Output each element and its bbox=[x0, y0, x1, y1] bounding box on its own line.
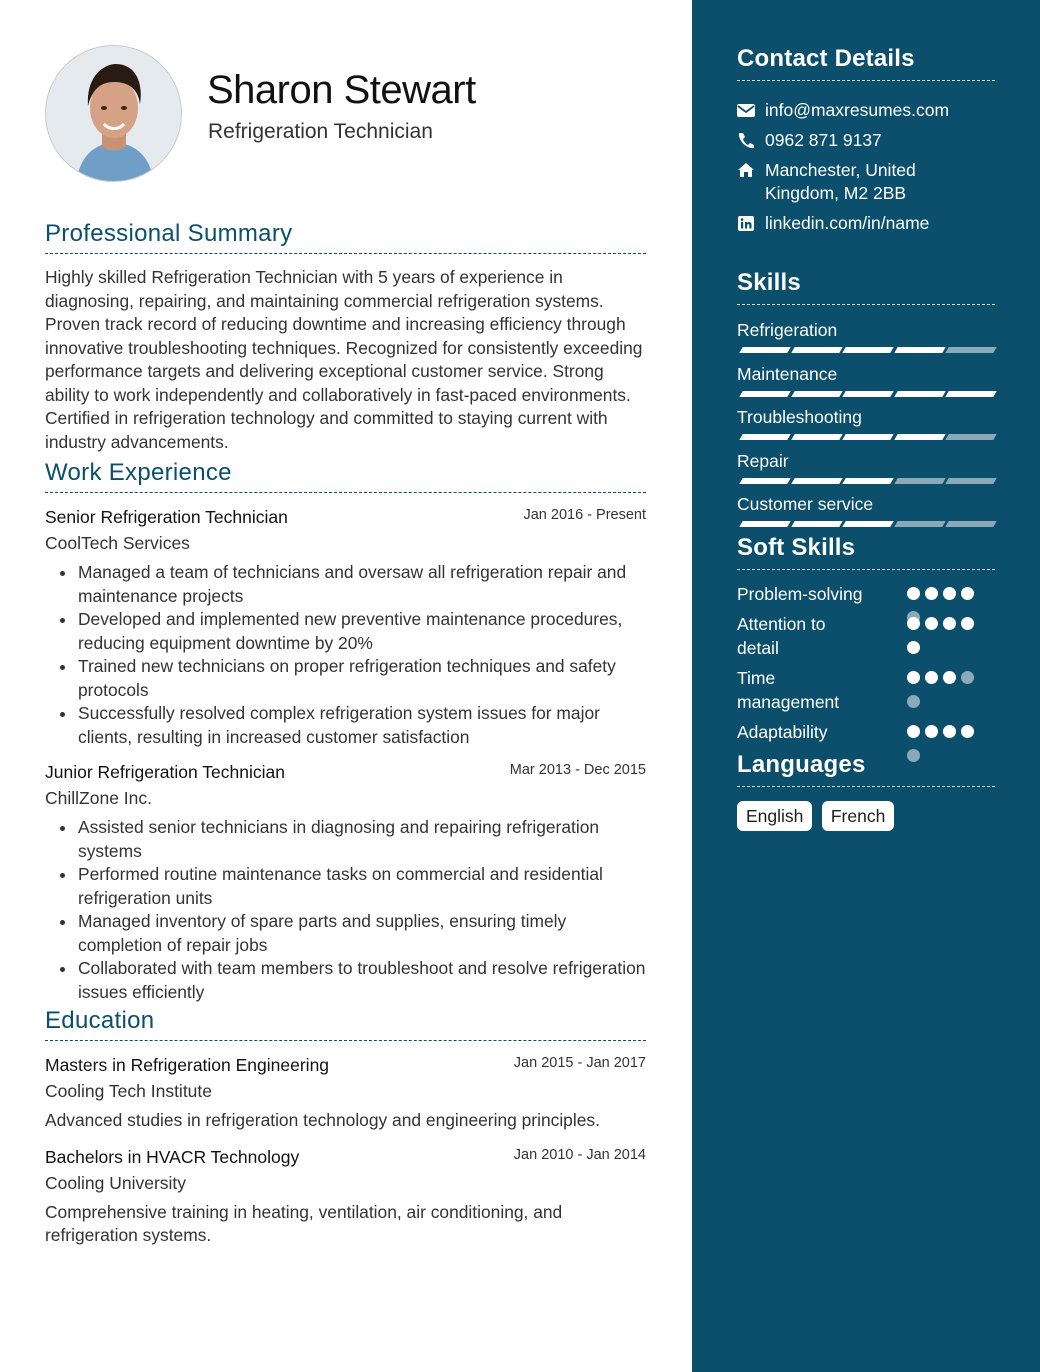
skill-level-segment bbox=[894, 521, 945, 527]
skill-level-segment bbox=[842, 434, 893, 440]
skill-level-segment bbox=[739, 434, 790, 440]
list-item: Developed and implemented new preventive maintenance procedures, reducing equipment downtime by 20% bbox=[45, 608, 646, 655]
rating-dot bbox=[907, 671, 920, 684]
skill-level-segment bbox=[945, 391, 996, 397]
skill-level-segment bbox=[894, 391, 945, 397]
skill-level-segment bbox=[842, 347, 893, 353]
contact-phone-text: 0962 871 9137 bbox=[765, 130, 882, 150]
rating-dot bbox=[925, 587, 938, 600]
rating-dot bbox=[961, 617, 974, 630]
rating-dot bbox=[943, 671, 956, 684]
job-dates: Jan 2016 - Present bbox=[523, 507, 646, 523]
job-bullets bbox=[45, 561, 646, 749]
skill-item bbox=[737, 406, 995, 450]
section-divider bbox=[45, 492, 646, 493]
rating-dot bbox=[925, 725, 938, 738]
education-dates: Jan 2015 - Jan 2017 bbox=[513, 1055, 646, 1071]
contact-email-text: info@maxresumes.com bbox=[765, 100, 950, 120]
avatar bbox=[45, 45, 182, 182]
soft-skill-item bbox=[737, 613, 995, 667]
section-divider bbox=[737, 80, 995, 81]
experience-section bbox=[45, 459, 646, 1004]
education-description: Advanced studies in refrigeration technology and engineering principles. bbox=[45, 1110, 600, 1130]
soft-skills-list bbox=[737, 583, 995, 751]
soft-skill-name: Attention to detail bbox=[737, 614, 826, 658]
skill-level-bar bbox=[737, 391, 995, 397]
linkedin-icon bbox=[737, 215, 755, 232]
section-divider bbox=[737, 304, 995, 305]
skills-list bbox=[737, 319, 995, 537]
rating-dot bbox=[961, 671, 974, 684]
education-heading: Education bbox=[45, 1007, 155, 1034]
section-divider bbox=[737, 786, 995, 787]
contact-address-line1: Manchester, United bbox=[765, 160, 916, 180]
rating-dot bbox=[961, 725, 974, 738]
rating-dot bbox=[907, 641, 920, 654]
skill-name: Customer service bbox=[737, 494, 874, 514]
education-description: Comprehensive training in heating, ventilation, air conditioning, and refrigeration systems. bbox=[45, 1201, 563, 1245]
sidebar bbox=[692, 0, 1040, 1372]
skill-level-segment bbox=[739, 391, 790, 397]
skills-heading: Skills bbox=[737, 269, 801, 296]
skill-name: Troubleshooting bbox=[737, 407, 862, 427]
rating-dot bbox=[907, 587, 920, 600]
summary-text: Highly skilled Refrigeration Technician with 5 years of experience in diagnosing, repairing, and maintaining commercial refrigeration systems. Proven track record of reducing downtime and increasing efficiency through innovative troubleshooting techniques. Recognized for consistently exceeding performance targets and delivering exceptional customer service. Strong ability to work independently and collaboratively in fast-paced environments. Certified in refrigeration technology and committed to staying current with industry advancements. bbox=[45, 267, 643, 452]
home-icon bbox=[737, 162, 755, 179]
education-entry bbox=[45, 1147, 646, 1248]
languages-section bbox=[737, 751, 995, 831]
soft-skill-name: Problem-solving bbox=[737, 584, 863, 604]
skill-level-segment bbox=[739, 478, 790, 484]
education-school: Cooling University bbox=[45, 1172, 187, 1193]
skills-section bbox=[737, 269, 995, 537]
contact-heading: Contact Details bbox=[737, 45, 915, 72]
language-tag: French bbox=[822, 801, 894, 831]
soft-skills-section bbox=[737, 534, 995, 751]
rating-dot bbox=[943, 617, 956, 630]
languages-list bbox=[737, 801, 995, 831]
soft-skills-heading: Soft Skills bbox=[737, 534, 856, 561]
rating-dot bbox=[943, 587, 956, 600]
job-entry bbox=[45, 762, 646, 1004]
skill-level-segment bbox=[791, 521, 842, 527]
contact-address bbox=[737, 159, 995, 205]
job-role: Senior Refrigeration Technician bbox=[45, 507, 288, 527]
phone-icon bbox=[737, 132, 755, 149]
education-degree: Bachelors in HVACR Technology bbox=[45, 1146, 300, 1167]
skill-level-segment bbox=[945, 347, 996, 353]
languages-heading: Languages bbox=[737, 751, 866, 778]
education-entry bbox=[45, 1055, 646, 1133]
skill-level-segment bbox=[739, 347, 790, 353]
rating-dot bbox=[907, 617, 920, 630]
skill-level-segment bbox=[739, 521, 790, 527]
summary-heading: Professional Summary bbox=[45, 220, 293, 247]
soft-skill-name: Adaptability bbox=[737, 722, 828, 742]
experience-heading: Work Experience bbox=[45, 459, 232, 486]
list-item: Assisted senior technicians in diagnosing and repairing refrigeration systems bbox=[45, 816, 646, 863]
soft-skill-item bbox=[737, 667, 995, 721]
education-degree: Masters in Refrigeration Engineering bbox=[45, 1055, 330, 1075]
skill-item bbox=[737, 319, 995, 363]
skill-item bbox=[737, 363, 995, 407]
skill-level-bar bbox=[737, 521, 995, 527]
contact-phone[interactable] bbox=[737, 129, 995, 152]
job-bullets bbox=[45, 816, 646, 1004]
list-item: Trained new technicians on proper refrigeration techniques and safety protocols bbox=[45, 655, 646, 702]
skill-level-segment bbox=[842, 478, 893, 484]
avatar-photo-icon bbox=[46, 46, 182, 182]
education-section bbox=[45, 1007, 646, 1248]
skill-item bbox=[737, 493, 995, 537]
skill-level-segment bbox=[945, 478, 996, 484]
job-dates: Mar 2013 - Dec 2015 bbox=[509, 762, 646, 778]
contact-address-line2: Kingdom, M2 2BB bbox=[765, 183, 907, 203]
skill-level-bar bbox=[737, 347, 995, 353]
list-item: Managed a team of technicians and oversaw all refrigeration repair and maintenance projects bbox=[45, 561, 646, 608]
skill-level-segment bbox=[842, 521, 893, 527]
skill-name: Repair bbox=[737, 450, 789, 471]
skill-level-segment bbox=[791, 391, 842, 397]
rating-dot bbox=[961, 587, 974, 600]
section-divider bbox=[737, 569, 995, 570]
soft-skill-item bbox=[737, 721, 995, 751]
section-divider bbox=[45, 253, 646, 254]
skill-level-segment bbox=[791, 434, 842, 440]
skill-level-segment bbox=[894, 478, 945, 484]
list-item: Successfully resolved complex refrigeration system issues for major clients, resulting in increased customer satisfaction bbox=[45, 702, 646, 749]
education-dates: Jan 2010 - Jan 2014 bbox=[513, 1146, 646, 1163]
education-school: Cooling Tech Institute bbox=[45, 1081, 213, 1101]
section-divider bbox=[45, 1040, 646, 1041]
rating-dot bbox=[907, 695, 920, 708]
skill-name: Maintenance bbox=[737, 363, 838, 384]
list-item: Managed inventory of spare parts and supplies, ensuring timely completion of repair jobs bbox=[45, 910, 646, 957]
job-company: CoolTech Services bbox=[45, 533, 190, 553]
skill-level-segment bbox=[894, 347, 945, 353]
skill-level-segment bbox=[945, 434, 996, 440]
job-entry bbox=[45, 507, 646, 749]
skill-level-segment bbox=[945, 521, 996, 527]
skill-level-bar bbox=[737, 434, 995, 440]
list-item: Collaborated with team members to troubleshoot and resolve refrigeration issues efficiently bbox=[45, 957, 646, 1004]
contact-email[interactable] bbox=[737, 99, 995, 122]
rating-dot bbox=[943, 725, 956, 738]
rating-dot bbox=[925, 617, 938, 630]
list-item: Performed routine maintenance tasks on commercial and residential refrigeration units bbox=[45, 863, 646, 910]
skill-level-bar bbox=[737, 478, 995, 484]
skill-level-segment bbox=[894, 434, 945, 440]
language-tag: English bbox=[737, 801, 812, 831]
soft-skill-name: Time management bbox=[737, 668, 840, 712]
candidate-title: Refrigeration Technician bbox=[208, 120, 433, 143]
rating-dot bbox=[907, 725, 920, 738]
skill-item bbox=[737, 450, 995, 494]
soft-skill-item bbox=[737, 583, 995, 613]
contact-linkedin-text: linkedin.com/in/name bbox=[765, 213, 930, 233]
job-role: Junior Refrigeration Technician bbox=[45, 762, 285, 782]
skill-level-segment bbox=[791, 347, 842, 353]
contact-linkedin[interactable] bbox=[737, 212, 995, 235]
rating-dot bbox=[925, 671, 938, 684]
envelope-icon bbox=[737, 102, 755, 119]
skill-level-segment bbox=[791, 478, 842, 484]
job-company: ChillZone Inc. bbox=[45, 788, 152, 808]
candidate-name: Sharon Stewart bbox=[207, 68, 476, 112]
skill-name: Refrigeration bbox=[737, 320, 838, 340]
contact-section bbox=[737, 45, 995, 235]
summary-section bbox=[45, 220, 646, 454]
skill-level-segment bbox=[842, 391, 893, 397]
